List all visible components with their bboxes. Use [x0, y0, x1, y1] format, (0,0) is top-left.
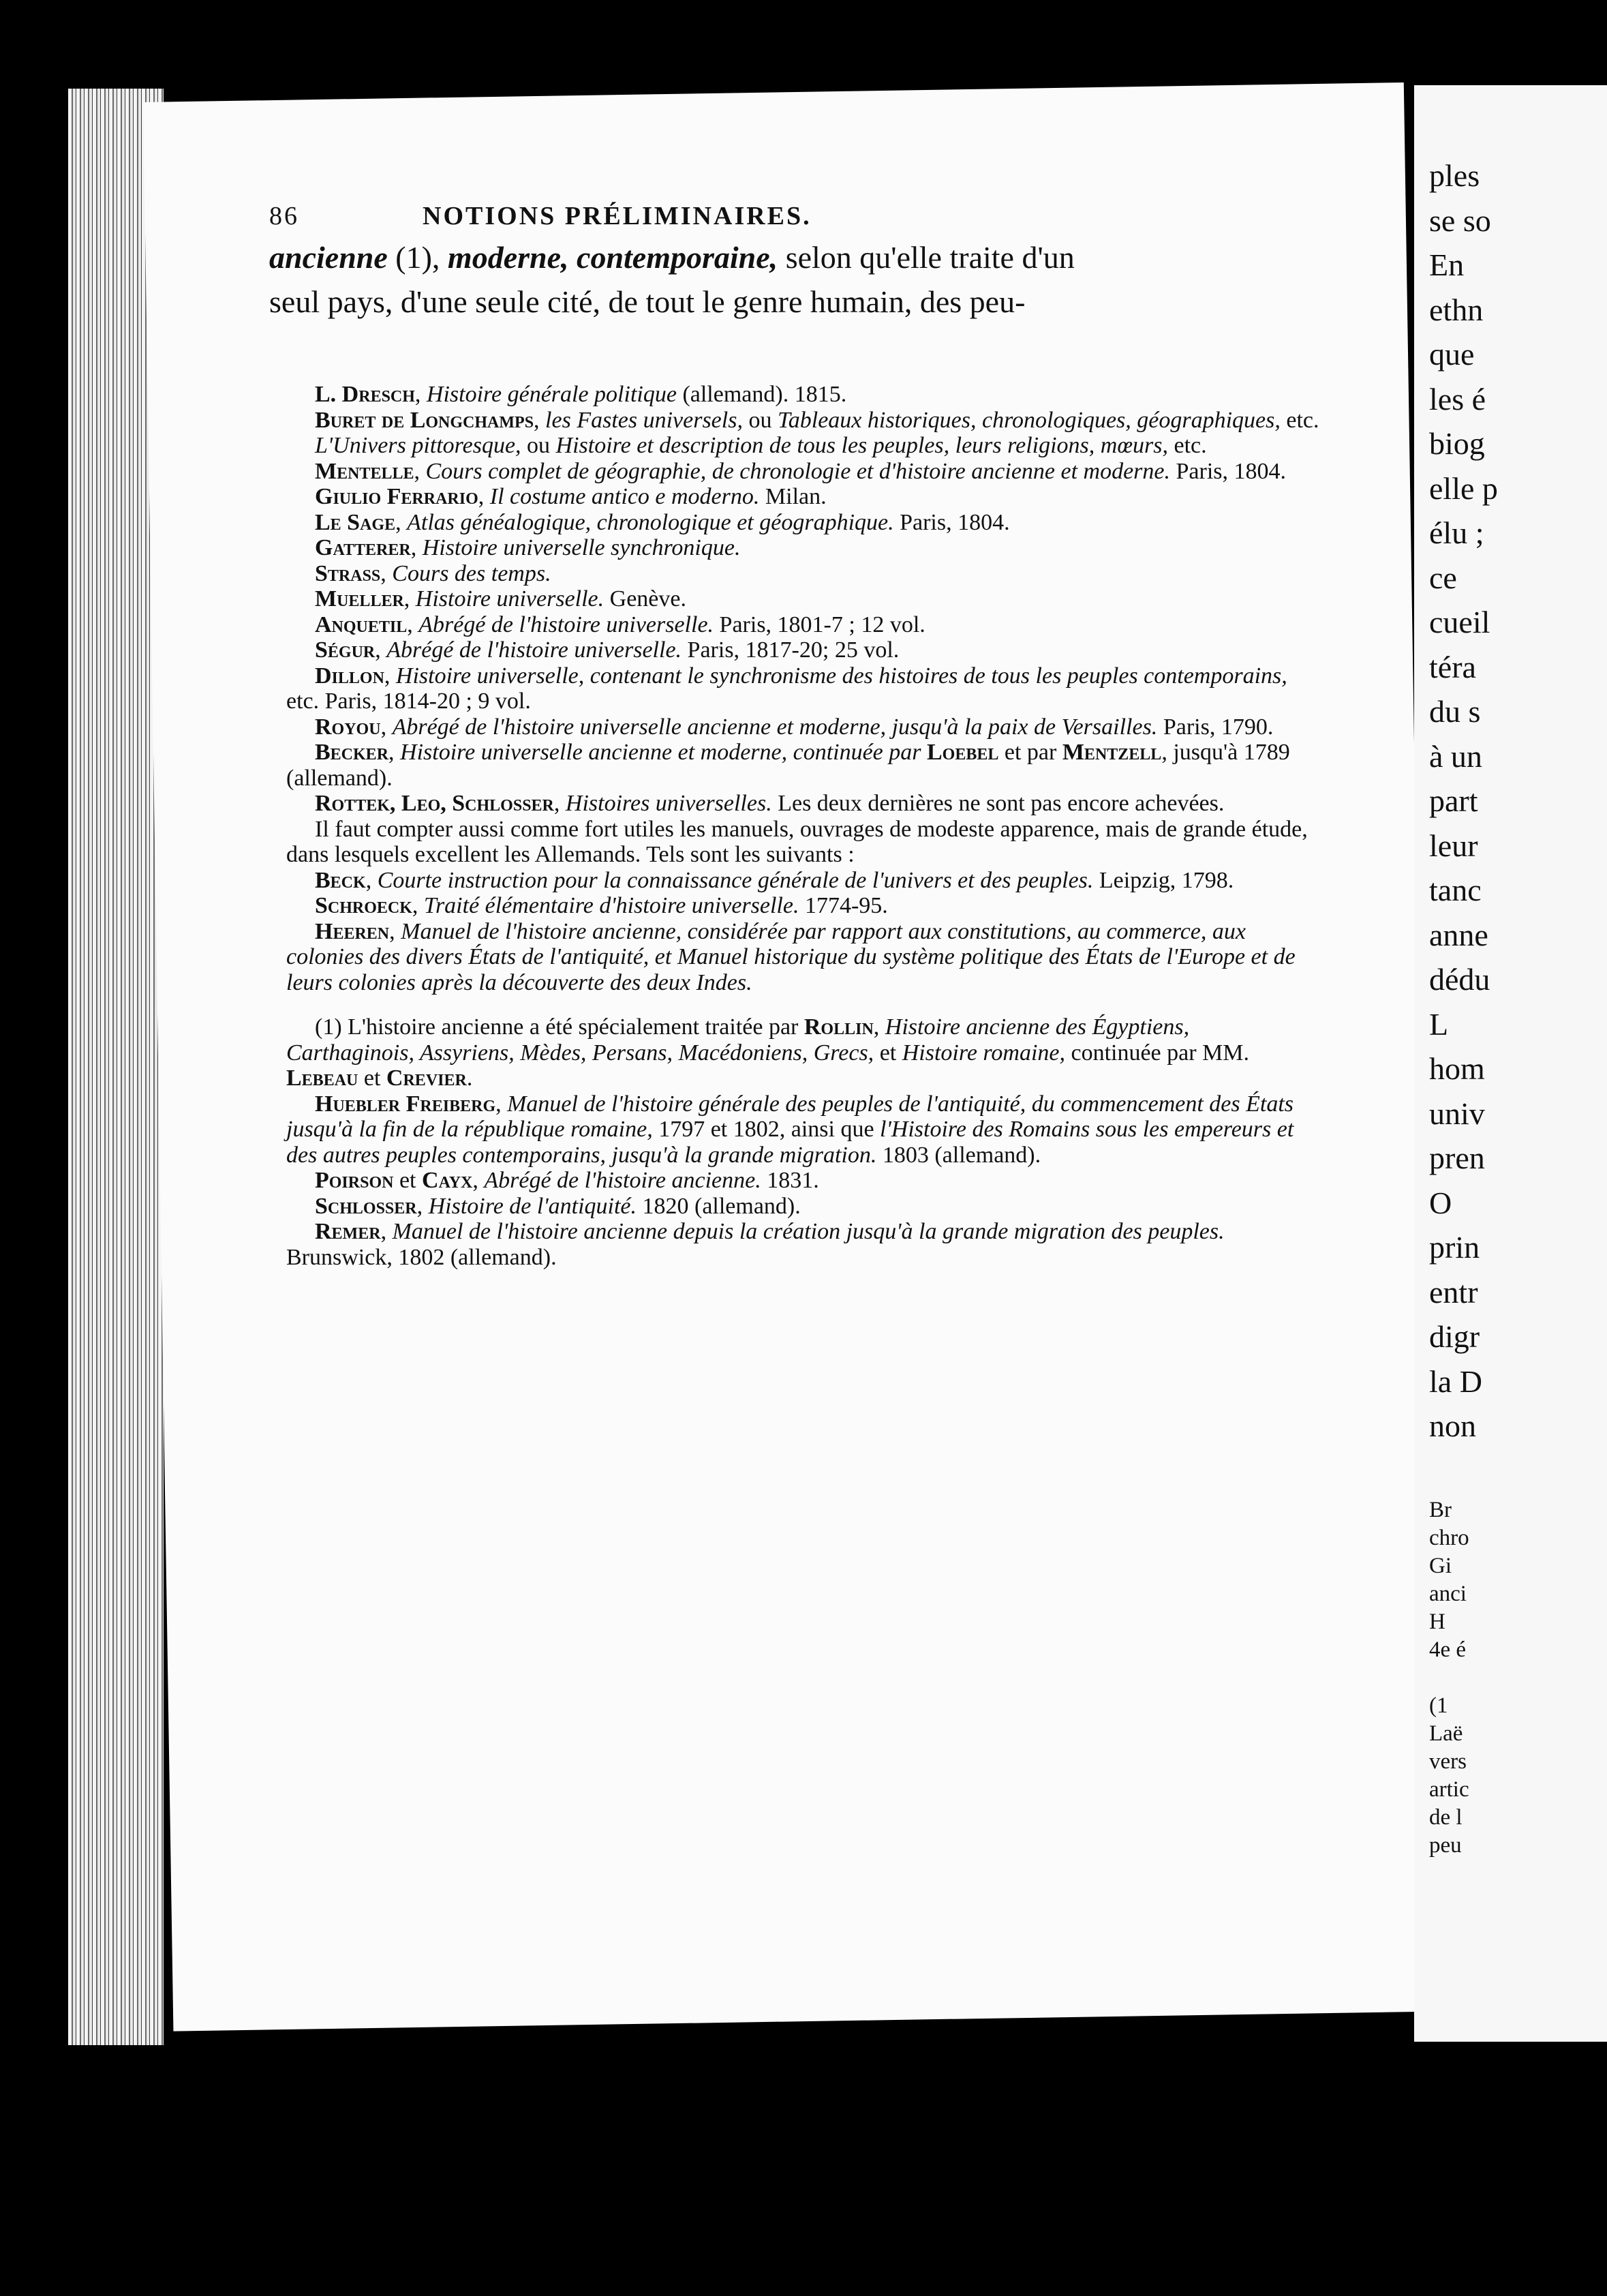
bibliography-rest: etc.: [1280, 407, 1319, 433]
bibliography-rest: , jusqu'à 1789 (allemand).: [286, 740, 1290, 791]
bibliography-title: Histoire universelle ancienne et moderne, continuée par: [400, 740, 921, 765]
footnote-rest: et: [358, 1066, 386, 1091]
bibliography-title: Histoire universelle, contenant le synchronisme des histoires de tous les peuples contemporains,: [395, 663, 1287, 689]
bibliography-rest: Paris, 1804.: [1170, 458, 1286, 484]
bibliography-list: [286, 382, 1322, 995]
bibliography-entry: [286, 817, 1322, 868]
bibliography-entry: [286, 586, 1322, 612]
bibliography-sep: ,: [403, 586, 416, 611]
bibliography-author: Loebel: [927, 740, 999, 765]
bibliography-rest: etc.: [1167, 433, 1207, 458]
main-text: ancienne (1), moderne, contemporaine, selon qu'elle traite d'un seul pays, d'une seule cité, de tout le genre humain, des peu-: [269, 240, 1075, 319]
right-page-line: peu: [1429, 1833, 1462, 1858]
bibliography-author: Giulio Ferrario: [315, 484, 478, 509]
bibliography-entry: [286, 433, 1322, 459]
bibliography-rest: Genève.: [604, 586, 686, 611]
bibliography-entry: [286, 868, 1322, 894]
right-page-line: elle p: [1429, 470, 1498, 506]
bibliography-entry: [286, 714, 1322, 740]
bibliography-entry: [286, 893, 1322, 919]
right-page-line: élu ;: [1429, 515, 1484, 550]
bibliography-entry: [286, 484, 1322, 510]
bibliography-title: les Fastes universels,: [545, 407, 743, 433]
footnote-rest: .: [466, 1066, 473, 1091]
footnote-title: Histoire ancienne des Égyptiens, Carthaginois, Assyriens, Mèdes, Persans, Macédoniens, Grecs,: [286, 1014, 1190, 1066]
footnote-sep: ,: [873, 1014, 885, 1040]
right-page-line: ples: [1429, 158, 1480, 193]
right-page-line: se so: [1429, 202, 1491, 238]
right-page-line: les é: [1429, 381, 1486, 417]
running-title: NOTIONS PRÉLIMINAIRES.: [423, 202, 812, 230]
right-page-line: digr: [1429, 1319, 1480, 1354]
bibliography-sep: ,: [410, 535, 423, 560]
bibliography-sep: ,: [380, 560, 393, 586]
bibliography-author: Mentelle: [315, 458, 414, 484]
footnote-sep: ,: [416, 1193, 429, 1219]
bibliography-title: Histoire universelle.: [415, 586, 604, 611]
bibliography-sep: ,: [389, 918, 401, 944]
bibliography-title: Abrégé de l'histoire universelle.: [386, 637, 682, 663]
bibliography-rest: 1774-95.: [799, 893, 888, 918]
footnote: [286, 1014, 1322, 1270]
right-page-line: entr: [1429, 1274, 1478, 1310]
bibliography-rest: Paris, 1801-7 ; 12 vol.: [714, 611, 925, 637]
bibliography-sep: ,: [412, 893, 424, 918]
bibliography-rest: etc. Paris, 1814-20 ; 9 vol.: [286, 689, 531, 714]
bibliography-title: Abrégé de l'histoire universelle ancienne et moderne, jusqu'à la paix de Versailles.: [392, 714, 1158, 740]
right-page-line: [1429, 1664, 1469, 1692]
bibliography-sep: ,: [375, 637, 387, 663]
bibliography-title: Histoire et description de tous les peuples, leurs religions, mœurs,: [555, 433, 1168, 458]
bibliography-rest: ou: [742, 407, 778, 433]
bibliography-sep: ,: [414, 382, 427, 407]
bibliography-entry: [286, 408, 1322, 434]
bibliography-title: Histoire universelle synchronique.: [422, 535, 741, 560]
right-page-line: chro: [1429, 1526, 1469, 1550]
footnote-author: Huebler Freiberg: [315, 1091, 496, 1117]
right-page-line: biog: [1429, 426, 1485, 461]
bibliography-author: Mueller: [315, 586, 404, 611]
bibliography-rest: ou: [521, 433, 556, 458]
bibliography-author: L. Dresch: [315, 382, 415, 407]
footnote-title: Histoire de l'antiquité.: [428, 1193, 637, 1219]
bibliography-author: Becker: [315, 740, 389, 765]
bibliography-title: Cours complet de géographie, de chronologie et d'histoire ancienne et moderne.: [425, 458, 1170, 484]
bibliography-title: Manuel de l'histoire ancienne, considérée par rapport aux constitutions, au commerce, aux colonies des divers États de l'antiquité, et Manuel historique du système politique des États de l'Europe et de leurs colonies après la découverte des deux Indes.: [286, 918, 1296, 995]
bibliography-title: Traité élémentaire d'histoire universelle.: [423, 893, 799, 918]
right-page-line: anne: [1429, 917, 1488, 952]
right-page-line: Laë: [1429, 1721, 1463, 1746]
bibliography-author: Dillon: [315, 663, 384, 689]
right-page-main-text: [1429, 153, 1498, 1449]
bibliography-entry: [286, 459, 1322, 485]
right-page-line: H: [1429, 1610, 1445, 1634]
right-page-line: prin: [1429, 1230, 1480, 1265]
bibliography-author: Anquetil: [315, 611, 408, 637]
right-page: [1414, 85, 1607, 2042]
footnote-title: Manuel de l'histoire ancienne depuis la création jusqu'à la grande migration des peuples.: [392, 1219, 1225, 1244]
footnote-author: Lebeau: [286, 1066, 358, 1091]
bibliography-title: Il costume antico e moderno.: [489, 484, 760, 509]
right-page-line: anci: [1429, 1582, 1467, 1606]
bibliography-author: Strass: [315, 560, 381, 586]
bibliography-author: Rottek, Leo, Schlosser: [315, 791, 554, 816]
bibliography-rest: Paris, 1804.: [893, 509, 1010, 535]
bibliography-sep: ,: [414, 458, 426, 484]
right-page-line: ce: [1429, 560, 1457, 595]
bibliography-text: Il faut compter aussi comme fort utiles les manuels, ouvrages de modeste apparence, mais de grande étude, dans lesquels excellent les Allemands. Tels sont les suivants :: [286, 816, 1308, 867]
footnote-author: Cayx: [422, 1168, 473, 1193]
bibliography-sep: ,: [388, 740, 401, 765]
right-page-notes: [1429, 1496, 1469, 1860]
bibliography-author: Schroeck: [315, 893, 412, 918]
footnote-sep: ,: [380, 1219, 393, 1244]
bibliography-rest: Paris, 1817-20; 25 vol.: [682, 637, 900, 663]
bibliography-title: Histoires universelles.: [565, 791, 772, 816]
bibliography-author: Mentzell: [1062, 740, 1162, 765]
right-page-line: leur: [1429, 828, 1478, 863]
footnote-entry: [286, 1168, 1322, 1194]
bibliography-title: L'Univers pittoresque,: [315, 433, 521, 458]
bibliography-sep: ,: [407, 611, 419, 637]
bibliography-author: Ségur: [315, 637, 376, 663]
bibliography-entry: [286, 382, 1322, 408]
footnote-author: Poirson: [315, 1168, 394, 1193]
bibliography-entry: [286, 919, 1322, 996]
bibliography-title: Cours des temps.: [392, 560, 551, 586]
bibliography-rest: [921, 740, 928, 765]
bibliography-sep: ,: [534, 407, 546, 433]
bibliography-rest: Milan.: [759, 484, 827, 509]
footnote-rest: 1797 et 1802, ainsi que: [652, 1117, 881, 1142]
footnote-rest: Brunswick, 1802 (allemand).: [286, 1244, 557, 1270]
right-page-line: à un: [1429, 738, 1482, 774]
footnote-entry: [286, 1014, 1322, 1091]
bibliography-title: Histoire générale politique: [426, 382, 677, 407]
footnote-title: Abrégé de l'histoire ancienne.: [484, 1168, 761, 1193]
bibliography-entry: [286, 535, 1322, 561]
bibliography-author: Le Sage: [315, 509, 396, 535]
bibliography-author: Gatterer: [315, 535, 411, 560]
bibliography-rest: (allemand). 1815.: [676, 382, 847, 407]
right-page-line: Br: [1429, 1498, 1452, 1522]
bibliography-entry: [286, 510, 1322, 536]
right-page-line: de l: [1429, 1805, 1463, 1830]
footnote-rest: 1803 (allemand).: [876, 1142, 1041, 1168]
right-page-line: vers: [1429, 1749, 1467, 1774]
right-page-line: univ: [1429, 1096, 1485, 1131]
bibliography-title: Atlas généalogique, chronologique et géographique.: [407, 509, 894, 535]
right-page-line: pren: [1429, 1141, 1485, 1175]
notes-section: [286, 382, 1322, 1270]
footnote-sep: ,: [495, 1091, 508, 1117]
footnote-title: Histoire romaine,: [902, 1040, 1065, 1066]
right-page-line: O: [1429, 1185, 1452, 1220]
bibliography-rest: Les deux dernières ne sont pas encore achevées.: [771, 791, 1225, 816]
bibliography-sep: ,: [553, 791, 566, 816]
right-page-line: dédu: [1429, 962, 1490, 997]
bibliography-sep: ,: [478, 484, 490, 509]
bibliography-author: Buret de Longchamps: [315, 407, 534, 433]
bibliography-entry: [286, 561, 1322, 587]
footnote-author: Remer: [315, 1219, 381, 1244]
right-page-line: L: [1429, 1006, 1449, 1042]
right-page-line: En: [1429, 247, 1465, 282]
right-page-line: 4e é: [1429, 1637, 1467, 1662]
footnote-rest: continuée par MM.: [1065, 1040, 1250, 1066]
footnote-sep: ,: [472, 1168, 485, 1193]
bibliography-sep: ,: [384, 663, 396, 689]
footnote-text: (1) L'histoire ancienne a été spécialement traitée par: [315, 1014, 804, 1040]
bibliography-sep: ,: [365, 867, 378, 893]
footnote-title: Manuel de l'histoire générale des peuples de l'antiquité, du commencement des États jusqu'à la fin de la république romaine,: [286, 1091, 1294, 1142]
bibliography-entry: [286, 612, 1322, 638]
footnote-title: l'Histoire des Romains sous les empereurs et des autres peuples contemporains, jusqu'à la grande migration.: [286, 1117, 1294, 1168]
right-page-line: part: [1429, 783, 1478, 818]
bibliography-sep: ,: [380, 714, 393, 740]
footnote-entry: [286, 1219, 1322, 1270]
footnote-author: Crevier: [386, 1066, 467, 1091]
right-page-line: cueil: [1429, 605, 1490, 639]
bibliography-title: Abrégé de l'histoire universelle.: [418, 611, 714, 637]
right-page-line: tanc: [1429, 873, 1482, 907]
bibliography-rest: et par: [998, 740, 1062, 765]
right-page-line: (1: [1429, 1693, 1448, 1718]
bibliography-sep: ,: [395, 509, 408, 535]
bibliography-entry: [286, 740, 1322, 791]
right-page-line: Gi: [1429, 1554, 1452, 1578]
bibliography-rest: Paris, 1790.: [1157, 714, 1274, 740]
right-page-line: téra: [1429, 649, 1476, 684]
main-text-line-2: seul pays, d'une seule cité, de tout le genre humain, des peu-: [269, 284, 1026, 319]
footnote-rest: 1820 (allemand).: [637, 1193, 801, 1219]
bibliography-title: Tableaux historiques, chronologiques, géographiques,: [777, 407, 1281, 433]
bibliography-entry: [286, 791, 1322, 817]
right-page-line: que: [1429, 337, 1475, 372]
bibliography-author: Beck: [315, 867, 366, 893]
footnote-rest: et: [393, 1168, 423, 1193]
footnote-rest: 1831.: [761, 1168, 819, 1193]
right-page-line: du s: [1429, 694, 1481, 729]
bibliography-entry: [286, 663, 1322, 714]
bibliography-title: Courte instruction pour la connaissance générale de l'univers et des peuples.: [377, 867, 1094, 893]
bibliography-author: Royou: [315, 714, 381, 740]
right-page-line: ethn: [1429, 292, 1484, 327]
bibliography-author: Heeren: [315, 918, 390, 944]
bibliography-rest: Leipzig, 1798.: [1093, 867, 1234, 893]
footnote-entry: [286, 1194, 1322, 1220]
page-number: 86: [269, 202, 299, 230]
footnote-rest: et: [874, 1040, 902, 1066]
bibliography-entry: [286, 637, 1322, 663]
footnote-author: Schlosser: [315, 1193, 417, 1219]
right-page-line: non: [1429, 1408, 1476, 1443]
footnote-author: Rollin: [804, 1014, 874, 1040]
right-page-line: hom: [1429, 1051, 1485, 1086]
right-page-line: la D: [1429, 1363, 1482, 1399]
footnote-entry: [286, 1091, 1322, 1168]
right-page-line: artic: [1429, 1777, 1469, 1802]
